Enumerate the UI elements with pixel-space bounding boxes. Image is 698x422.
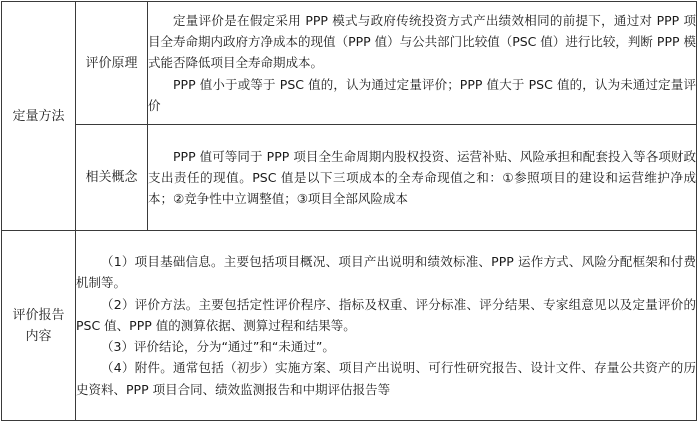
section-title-line: 内容	[25, 328, 52, 344]
content-table	[1, 1, 697, 421]
section-title-quantitative-method	[2, 2, 76, 231]
table-row	[2, 125, 697, 231]
paragraph: （3）评价结论，分为“通过”和“未通过”。	[101, 339, 335, 355]
paragraph: PPP 值可等同于 PPP 项目全生命周期内股权投资、运营补贴、风险承担和配套投入等各项财政支出责任的现值。PSC 值是以下三项成本的全寿命现值之和：①参照项目的建设和运营维护净成本；②竞争性中立调整值；③项目全部风险成本	[148, 148, 696, 207]
row-label-evaluation-principle	[76, 2, 148, 125]
row-label-related-concepts	[76, 125, 148, 231]
row-label-text: 评价原理	[85, 55, 138, 71]
paragraph: （2）评价方法。主要包括定性评价程序、指标及权重、评分标准、评分结果、专家组意见以及定量评价的 PSC 值、PPP 值的测算依据、测算过程和结果等。	[76, 296, 696, 333]
row-content-evaluation-principle	[148, 2, 697, 125]
paragraph: （1）项目基础信息。主要包括项目概况、项目产出说明和绩效标准、PPP 运作方式、风险分配框架和付费机制等。	[76, 254, 696, 291]
row-content-report-content	[76, 231, 697, 421]
paragraph: （4）附件。通常包括（初步）实施方案、项目产出说明、可行性研究报告、设计文件、存量公共资产的历史资料、PPP 项目合同、绩效监测报告和中期评估报告等	[76, 360, 696, 397]
section-title-text: 定量方法	[12, 108, 65, 124]
paragraph: 定量评价是在假定采用 PPP 模式与政府传统投资方式产出绩效相同的前提下，通过对 PPP 项目全寿命期内政府方净成本的现值（PPP 值）与公共部门比较值（PSC 值）进行比较，判断 PPP 模式能否降低项目全寿命期成本。	[148, 12, 696, 71]
paragraph: PPP 值小于或等于 PSC 值的，认为通过定量评价；PPP 值大于 PSC 值的，认为未通过定量评价	[148, 76, 696, 113]
row-label-text: 相关概念	[85, 170, 138, 185]
section-title-line: 评价报告	[12, 307, 65, 323]
section-title-report-content	[2, 231, 76, 421]
table-row	[2, 2, 697, 125]
row-content-related-concepts	[148, 125, 697, 231]
table-row	[2, 231, 697, 421]
